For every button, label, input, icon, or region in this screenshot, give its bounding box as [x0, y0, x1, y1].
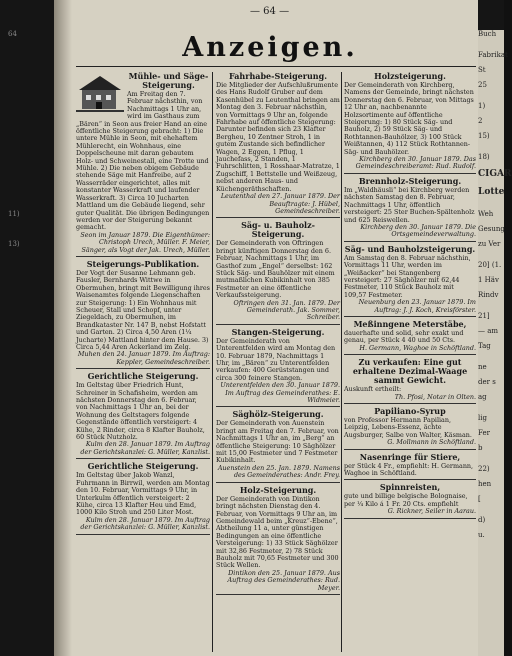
advertisement: [344, 358, 476, 404]
advertisement: [344, 72, 476, 174]
advertisement-signature: G. Rickner, Seiler in Aarau.: [387, 507, 476, 516]
adjacent-page-text: Weh: [478, 210, 494, 218]
advertisement-title: Meßinngene Meterstäbe,: [353, 318, 467, 329]
advertisement-title: Steigerungs-Publikation.: [86, 258, 200, 269]
adjacent-page-text: 20] (1.: [478, 261, 502, 269]
adjacent-page-text: 18): [478, 153, 490, 161]
advertisement-title: Stangen-Steigerung.: [231, 326, 325, 337]
advertisement-body: Die Mitglieder der Aufschlußrumente des Hans Rudolf Gruber auf dem Kasenhübel zu Leutenthal bringen am Montag den 3. Februar nächsthin, von Vormittags 9 Uhr an, folgende Fahrhabe auf öffentliche Steigerung: Darunter befinden sich 23 Klafter Bergheu, 10 Zentner Stroh, 1 in gutem Zustande sich befindlicher Wagen, 2 Eggen, 1 Pflug, 1 Jauchefass, 2 Standen, 1 Fuhrschlitten, 1 Rosshaar-Matratze, 1 Zugschiff, 1 Bettstelle und Weißzeug, nebst anderen Haus- und Küchengeräthschaften.: [216, 81, 340, 193]
adjacent-page-text: 15): [478, 132, 490, 140]
advertisement: [344, 407, 476, 450]
adjacent-page-text: Fer: [478, 429, 490, 437]
adjacent-page-text: 25: [478, 81, 487, 89]
adjacent-page-text: ne: [478, 363, 487, 371]
column-divider-1: [212, 72, 213, 652]
advertisement-body: Der Vogt der Susanne Lehmann geb. Fausler, Bernhards Wittwe in Obermuhen, bringt mit Bewilligung ihres Waisenamtes folgende Liegenschaften zur Steigerung: 1) Ein Wohnhaus mit Scheuer, Stall und Schopf, unter Ziegeldach, zu Obermuhen, im Brandkataster Nr. 147 B, nebst Hofstatt und Garten. 2) Circa 4,50 Aren (1¼ Jucharte) Mattland hinter dem Hause. 3) Circa 5,44 Aren Ackerland im Zelg.: [76, 268, 210, 351]
advertisement-body: Der Gemeinderath von Dintikon bringt nächsten Dienstag den 4. Februar, von Vormittags 9 Uhr an, im Gemeindewald beim „Kreuz“-Ebene“, Abtheilung 11 a, unter günstigen Bedingungen an eine öffentliche Versteigerung: 1) 33 Stück Säghölzer mit 32,86 Festmeter, 2) 78 Stück Bauholz mit 70,65 Festmeter und 300 Stück Wellen.: [216, 494, 339, 570]
advertisement-title: Gerichtliche Steigerung.: [87, 461, 199, 472]
adjacent-page-text: lig: [478, 414, 487, 422]
book-spine-shadow: [54, 0, 72, 656]
edge-mark: 64: [8, 30, 17, 38]
advertisement-signature: Leutenthal den 27. Januar 1879. Der Beauftragte: J. Hübel, Gemeindeschreiber.: [220, 192, 340, 215]
advertisement-signature: Dintikon den 25. Januar 1879. Aus Auftrag des Gemeinderathes: Rud. Meyer.: [227, 568, 340, 592]
advertisement: [76, 260, 210, 369]
adjacent-page-text: Buch: [478, 30, 497, 38]
advertisement: [216, 72, 340, 218]
advertisement-signature: Muhen den 24. Januar 1879. Im Auftrag: Keppler, Gemeindeschreiber.: [77, 350, 210, 366]
adjacent-page-text: Gesung: [478, 225, 505, 233]
edge-mark: 11): [8, 210, 20, 218]
advertisement: [344, 483, 476, 518]
advertisement-body: Der Gemeinderath von Kirchberg, Namens der Gemeinde, bringt nächsten Donnerstag den 6. Februar, von Mittags 12 Uhr an, nachbenannte Holzsortimente auf öffentliche Steigerung: 1) 80 Stück Säg- und Bauholz, 2) 59 Stück Säg- und Rothtannen-Bauhölzer, 3) 100 Stück Weißtannen, 4) 112 Stück Rothtannen-Säg- und Bauhölzer.: [344, 81, 474, 156]
edge-mark: 13): [8, 240, 20, 248]
adjacent-page-text: 1 Häv: [478, 276, 499, 284]
advertisement-signature: Neuenburg den 23. Januar 1879. Im Auftrag: J. J. Koch, Kreisförster.: [358, 298, 476, 314]
adjacent-page-text: 1): [478, 102, 486, 110]
adjacent-page-text: 2: [478, 117, 483, 125]
advertisement-signature: H. Germann, Waghoe in Schöftland.: [359, 343, 476, 352]
adjacent-page-text: Fabrikat: [478, 51, 508, 59]
column-middle: [216, 72, 340, 652]
advertisement-signature: Oftringen den 31. Jan. 1879. Der Gemeinderath. Jak. Sommer, Schreiber.: [233, 298, 340, 322]
adjacent-page-text: [: [478, 495, 481, 503]
advertisement: [216, 486, 340, 595]
adjacent-page-text: d): [478, 516, 486, 524]
advertisement: [344, 177, 476, 242]
adjacent-page-fragment: [478, 30, 512, 656]
advertisement: [344, 453, 476, 481]
advertisement-title: Brennholz-Steigerung.: [358, 175, 462, 186]
advertisement-signature: Kirchberg den 30. Januar 1879. Die Ortsgemeindeverwaltung.: [360, 222, 476, 239]
advertisement-body: per Stück 4 Fr., empfiehlt: H. Germann, Waghoe in Schöftland.: [344, 461, 474, 478]
adjacent-page-text: 22): [478, 465, 490, 473]
advertisement: [216, 221, 340, 324]
advertisement-signature: G. Mollmann in Schöftland.: [387, 438, 476, 447]
advertisement: [76, 72, 210, 257]
advertisement-title: Spinnreisten,: [379, 482, 441, 493]
advertisement-body: Am Samstag den 8. Februar nächsthin, Vormittags 11 Uhr, werden im „Weißacker“ bei Stangenberg versteigert: 27 Säghölzer mit 62,44 Festmeter, 110 Stück Bauholz mit 109,57 Festmeter.: [344, 253, 471, 299]
advertisement-signature: Th. Pfosi, Notar in Olten.: [394, 392, 476, 401]
advertisement-title: Holzsteigerung.: [374, 71, 446, 81]
advertisement-body: Im Geltstag über Jakob Wanzl, Fuhrmann in Birrwil, werden am Montag den 10. Februar, Vormittags 9 Uhr, in Unterkulm öffentlich versteigert: 2 Kühe, circa 13 Klafter Heu und Emd, 1000 Kilo Stroh und 250 Liter Most.: [76, 471, 210, 517]
page-number: — 64 —: [250, 6, 290, 17]
advertisement-title: Säg- u. Bauholz-Steigerung.: [241, 220, 315, 240]
adjacent-page-text: u.: [478, 531, 485, 539]
advertisement-title: Gerichtliche Steigerung.: [87, 371, 199, 382]
column-divider-2: [341, 72, 342, 652]
advertisement-signature: Seon im Januar 1879. Die Eigenthümer: Christoph Urech, Müller. F. Meier, Sänger, als Vogt der Jak. Urech, Müller.: [80, 230, 210, 254]
column-right: [344, 72, 476, 652]
advertisement-title: Fahrhabe-Steigerung.: [229, 71, 327, 81]
advertisement-body: Im „Waldhäusli“ bei Kirchberg werden nächsten Samstag den 8. Februar, Nachmittags 1 Uhr, öffentlich versteigert: 25 Ster Buchen-Spältenholz und 625 Reiswellen.: [344, 185, 475, 224]
advertisement-signature: Kulm den 28. Januar 1879. Im Auftrag der Gerichtskanzlei: G. Müller, Kanzlist.: [80, 515, 210, 532]
adjacent-page-text: ag: [478, 393, 487, 401]
adjacent-page-text: b: [478, 444, 483, 452]
adjacent-page-text: hen: [478, 480, 492, 488]
advertisement-body: Der Gemeinderath von Oftringen bringt künftigen Donnerstag den 6. Februar, Nachmittags 1 Uhr, im Gasthof zum „Engel“ derselbst: 162 Stück Säg- und Bauhölzer mit einem mutmaßlichen Kubikinhalt von 385 Festmeter an eine öffentliche Verkaufssteigerung.: [216, 239, 335, 300]
advertisement-body: Am Freitag den 7. Februar nächsthin, von Nachmittags 1 Uhr an, wird im Gasthaus zum „Bären“ in Seon aus freier Hand an eine öffentliche Steigerung gebracht: 1) Die untere Mühle in Seon, mit ehehaftem Mühlerecht, ein Wohnhaus, eine Doppelscheune mit daran gebautem Holz- und Schweinestall, eine Trotte und Mühle. 2) Die neben obigem Gebäude stehende Säge mit Hanfreibe, auf 2 Wasserräder eingerichtet, alles mit konstanter Wasserkraft und laufender Wasserkraft. 3) Circa 10 Jucharten Mattland um die Gebäude liegend, sehr guter Qualität. Die übrigen Bedingungen werden vor der Steigerung bekannt gemacht.: [76, 90, 210, 232]
advertisement-body: Der Gemeinderath von Auenstein bringt am Freitag den 7. Februar, von Nachmittags 1 Uhr an, im „Berg“ an öffentliche Steigerung: 10 Säghölzer mit 15,00 Festmeter und 7 Festmeter Kubikinhalt.: [216, 419, 339, 465]
advertisement: [216, 328, 340, 408]
advertisement: [216, 410, 340, 482]
adjacent-page-text: 21]: [478, 312, 490, 320]
adjacent-page-text: — am: [478, 327, 499, 335]
mill-house-illustration: [76, 73, 124, 113]
adjacent-page-text: Tag: [478, 342, 491, 350]
advertisement-signature: Unterentfelden den 30. Januar 1879. Im Auftrag des Gemeinderathes: E. Widmeier.: [220, 381, 340, 405]
advertisement-title: Mühle- und Säge-Steigerung.: [128, 71, 209, 90]
advertisement-signature: Kulm den 28. Januar 1879. Im Auftrag der Gerichtskanzlei: G. Müller, Kanzlist.: [80, 440, 210, 456]
advertisement-title: Zu verkaufen: Eine gut erhaltene Dezimal-Waage sammt Gewicht.: [352, 357, 468, 386]
advertisement-body: Auskunft ertheilt:: [344, 385, 402, 394]
advertisement-signature: Kirchberg den 30. Januar 1879. Das Gemeindeschreiberamt: Rud. Rudolf.: [355, 155, 476, 171]
headline-rule: [76, 66, 476, 67]
book-edge: [0, 0, 54, 656]
advertisement: [344, 320, 476, 355]
advertisement: [76, 372, 210, 459]
advertisement-body: von Professor Hermann Papilian, Leipzig, Lebens-Essenz, ächte Augsburger, Salbe von Walter, Käsman.: [344, 416, 472, 439]
adjacent-page-text: CIGAR: [478, 169, 512, 179]
advertisement-title: Holz-Steigerung.: [239, 484, 317, 495]
page-headline: Anzeigen.: [182, 32, 358, 63]
adjacent-page-text: der s: [478, 378, 496, 386]
column-left: [76, 72, 210, 652]
advertisement-body: gute und billige belgische Bolognaise, per ¼ Kilo á 1 Fr. 20 Cts. empfiehlt: [344, 492, 468, 508]
adjacent-page-text: Lotte: [478, 187, 505, 197]
adjacent-page-text: St: [478, 66, 486, 74]
adjacent-page-text: zu Ver: [478, 240, 501, 248]
advertisement-title: Nasenringe für Stiere,: [359, 451, 461, 462]
advertisement-signature: Auenstein den 25. Jan. 1879. Namens des Gemeinderathes: Andr. Frey.: [217, 463, 340, 480]
advertisement-body: dauerhafte und solid, sehr exakt und genau, per Stück 4 40 und 50 Cts.: [344, 328, 464, 345]
advertisement-body: Der Gemeinderath von Unterentfelden wird am Montag den 10. Februar 1879, Nachmittags 1 Uhr, im „Bären“ zu Unterentfelden verkaufen: 400 Gerüststangen und circa 300 feinere Stangen.: [216, 336, 336, 382]
adjacent-page-text: Rindv: [478, 291, 499, 299]
advertisement: [344, 245, 476, 317]
advertisement-title: Säg- und Bauholzsteigerung.: [344, 243, 476, 254]
advertisement-body: Im Geltstag über Friedrich Hunt, Schreiner in Schafisheim, werden am nächsten Donnerstag den 6. Februar, von Nachmittags 1 Uhr an, bei der Wohnung des Geltstagers folgende Gegenstände öffentlich versteigert: 4 Kühe, 2 Rinder, circa 8 Klafter Bauholz, 60 Stück Nutzholz.: [76, 381, 205, 442]
advertisement-title: Säghölz-Steigerung.: [232, 409, 324, 420]
advertisement: [76, 462, 210, 534]
advertisement-title: Papiliano-Syrup: [374, 406, 446, 416]
